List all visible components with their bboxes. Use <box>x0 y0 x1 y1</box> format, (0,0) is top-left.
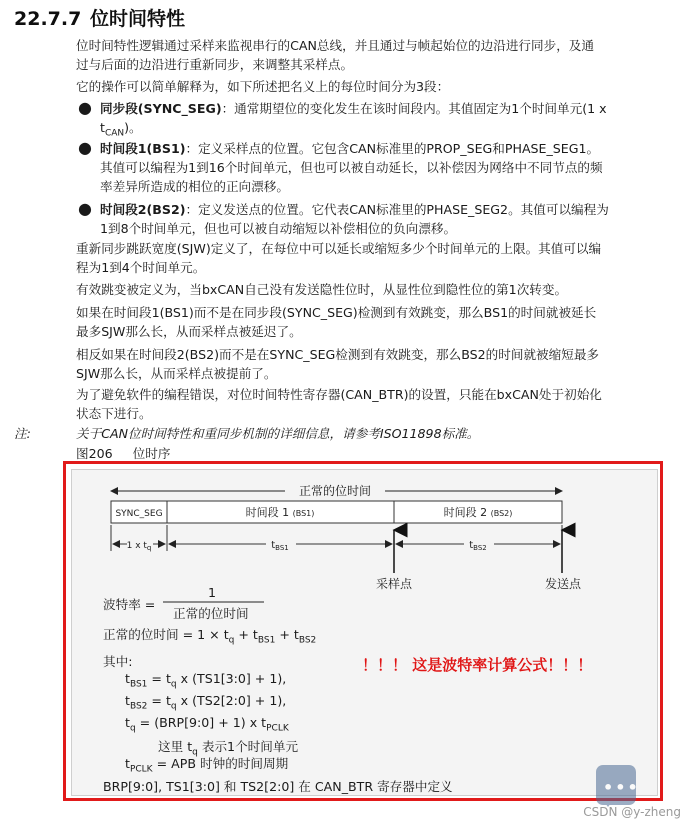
register-note: BRP[9:0], TS1[3:0] 和 TS2[2:0] 在 CAN_BTR 寄存器中定义 <box>103 779 453 794</box>
figure-title: 位时序 <box>132 446 171 461</box>
intro-line-2: 过与后面的边沿进行重新同步，来调整其采样点。 <box>76 57 354 72</box>
f1-rest: x (TS1[3:0] + 1), <box>176 671 287 686</box>
nominal-plus: + t <box>275 627 299 642</box>
baud-formula-annotation: ！！！ 这是波特率计算公式！！！ <box>362 656 593 674</box>
nominal-bs2: BS2 <box>298 635 317 646</box>
sjw-line-2: 程为1到4个时间单元。 <box>76 260 206 275</box>
csdn-watermark: CSDN @y-zheng <box>583 805 681 819</box>
f2-sub: BS2 <box>129 701 148 712</box>
tcan-t: t <box>100 120 105 135</box>
sample-point-label: 采样点 <box>375 577 413 591</box>
tcan-post: )。 <box>124 120 142 135</box>
f2-t: t <box>125 693 130 708</box>
tq-dim-t: 1 x t <box>126 541 147 551</box>
f1-q: q <box>170 679 177 690</box>
note-text: 关于CAN位时间特性和重同步机制的详细信息，请参考ISO11898标准。 <box>76 426 480 441</box>
chat-bubble-icon[interactable]: ••• <box>596 765 636 805</box>
tbs2-sub: BS2 <box>473 544 487 552</box>
tbs1-t: t <box>271 540 276 551</box>
f5-sub: PCLK <box>129 764 153 775</box>
f1-sub: BS1 <box>129 679 148 690</box>
f4-q: q <box>192 747 198 758</box>
bs2-shorten-line-2: SJW那么长，从而采样点被提前了。 <box>76 366 277 381</box>
nominal-bit-formula <box>103 624 316 646</box>
valid-edge-text: 有效跳变被定义为，当bxCAN自己没有发送隐性位时，从显性位到隐性位的第1次转变。 <box>76 282 568 297</box>
f3-mid: = (BRP[9:0] + 1) x t <box>135 715 267 730</box>
seg-bs1-sub: (BS1) <box>292 509 315 518</box>
formula-tpclk <box>125 753 288 775</box>
bullet-bs1-text: ：定义采样点的位置。它包含CAN标准里的PROP_SEG和PHASE_SEG1。 <box>185 141 600 156</box>
nominal-bit-label: 正常的位时间 <box>298 484 372 498</box>
nominal-bs1: BS1 <box>257 635 276 646</box>
f2-mid: = t <box>147 693 171 708</box>
seg-bs1-main: 时间段 1 <box>245 506 293 519</box>
f3-q: q <box>129 723 136 734</box>
formula-tbs2 <box>125 693 286 712</box>
where-label: 其中: <box>103 654 133 669</box>
transmit-point-label: 发送点 <box>544 577 582 591</box>
bs1-extend-line-2: 最多SJW那么长，从而采样点被延迟了。 <box>76 324 302 339</box>
bullet-sync-term: 同步段(SYNC_SEG) <box>100 101 222 116</box>
figure-number: 图206 <box>76 446 113 461</box>
note-label: 注: <box>14 426 31 441</box>
bullet-bs2-text: ：定义发送点的位置。它代表CAN标准里的PHASE_SEG2。其值可以编程为 <box>185 202 609 217</box>
f2-rest: x (TS2[2:0] + 1), <box>176 693 287 708</box>
seg-bs2-main: 时间段 2 <box>443 506 491 519</box>
nominal-q: q <box>228 635 235 646</box>
f5-t: t <box>125 756 130 771</box>
f3-t: t <box>125 715 130 730</box>
section-title: 位时间特性 <box>90 8 186 30</box>
seg-bs2-sub: (BS2) <box>490 509 513 518</box>
nominal-prefix: 正常的位时间 = 1 × t <box>103 627 229 642</box>
bullet-bs2-line-2: 1到8个时间单元，但也可以被自动缩短以补偿相位的负向漂移。 <box>100 221 457 236</box>
f4-pre: 这里 t <box>158 739 193 754</box>
bullet-bs2-term: 时间段2(BS2) <box>100 202 186 217</box>
baud-label: 波特率 = <box>103 597 156 612</box>
bullet-dot-icon: ● <box>78 98 92 117</box>
seg-sync-label: SYNC_SEG <box>115 509 163 519</box>
f5-post: = APB 时钟的时间周期 <box>152 756 289 771</box>
f3-sub: PCLK <box>266 723 289 734</box>
formula-tq <box>125 715 289 734</box>
tcan-sub: CAN <box>104 128 125 139</box>
bullet-bs1-line-3: 率差异所造成的相位的正向漂移。 <box>100 179 289 194</box>
bullet-dot-icon: ● <box>78 199 92 218</box>
formula-tbs1 <box>125 671 286 690</box>
tbs1-sub: BS1 <box>275 544 289 552</box>
nominal-mid: + t <box>234 627 258 642</box>
intro-line-1: 位时间特性逻辑通过采样来监视串行的CAN总线，并且通过与帧起始位的边沿进行同步，及通 <box>76 38 594 53</box>
bs2-shorten-line-1: 相反如果在时间段2(BS2)而不是在SYNC_SEG检测到有效跳变，那么BS2的时间就被缩短最多 <box>76 347 600 362</box>
bullet-bs1-line-2: 其值可以编程为1到16个时间单元，但也可以被自动延长，以补偿因为网络中不同节点的频 <box>100 160 603 175</box>
intro-segments: 它的操作可以简单解释为，如下所述把名义上的每位时间分为3段： <box>76 79 450 94</box>
f2-q: q <box>170 701 177 712</box>
f1-t: t <box>125 671 130 686</box>
btr-line-2: 状态下进行。 <box>76 406 152 421</box>
baud-numerator: 1 <box>208 585 217 600</box>
section-number: 22.7.7 <box>14 8 82 30</box>
bs1-extend-line-1: 如果在时间段1(BS1)而不是在同步段(SYNC_SEG)检测到有效跳变，那么BS1的时间就被延长 <box>76 305 597 320</box>
bullet-bs1-term: 时间段1(BS1) <box>100 141 186 156</box>
sjw-line-1: 重新同步跳跃宽度(SJW)定义了，在每位中可以延长或缩短多少个时间单元的上限。其值可以编 <box>76 241 602 256</box>
f1-mid: = t <box>147 671 171 686</box>
btr-line-1: 为了避免软件的编程错误，对位时间特性寄存器(CAN_BTR)的设置，只能在bxCAN处于初始化 <box>76 387 602 402</box>
tq-dim-sub: q <box>146 544 152 552</box>
bullet-sync-text: ：通常期望位的变化发生在该时间段内。其值固定为1个时间单元(1 x <box>221 101 607 116</box>
f4-post: 表示1个时间单元 <box>197 739 299 754</box>
tbs2-t: t <box>469 540 474 551</box>
bullet-dot-icon: ● <box>78 138 92 157</box>
baud-denominator: 正常的位时间 <box>173 606 249 621</box>
